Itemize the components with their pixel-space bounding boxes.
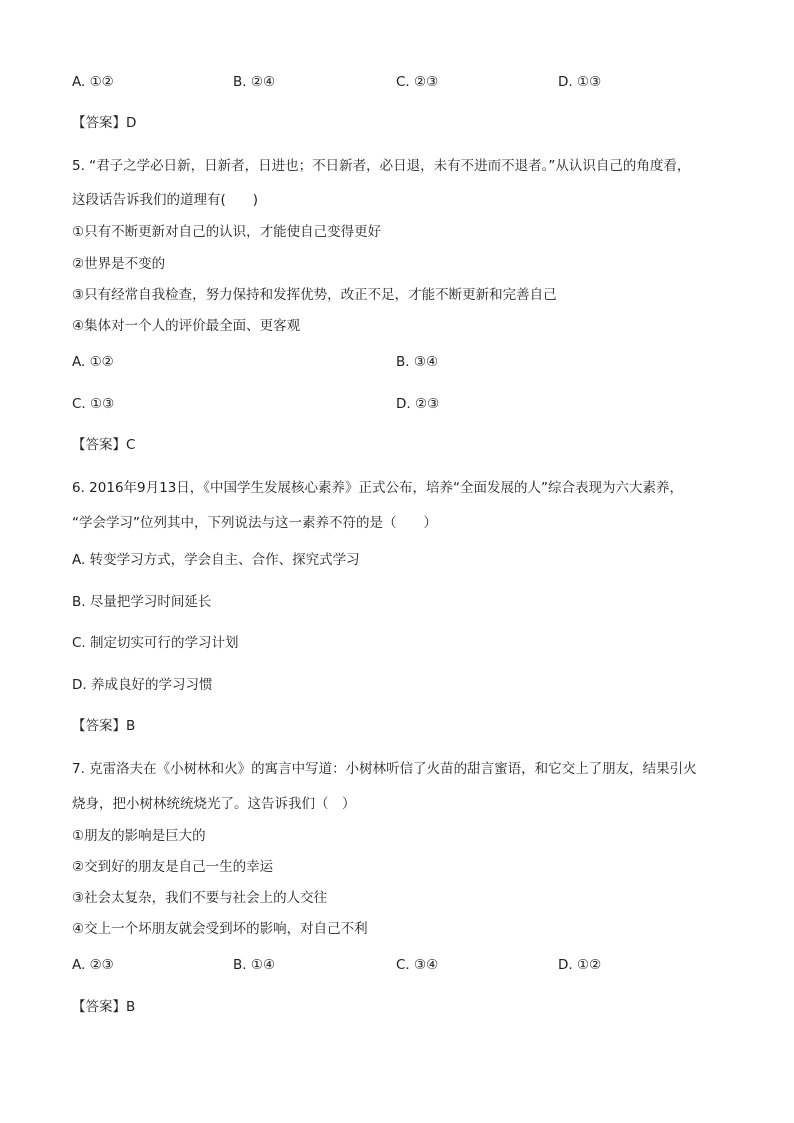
answer-label: 【答案】 — [72, 999, 126, 1015]
answer-label: 【答案】 — [72, 437, 126, 453]
q6-answer — [72, 717, 135, 735]
q7-statement-4: ④交上一个坏朋友就会受到坏的影响，对自己不利 — [72, 921, 368, 937]
q5-statement-1: ①只有不断更新对自己的认识，才能使自己变得更好 — [72, 224, 382, 240]
q7-option-b: B. ①④ — [233, 957, 276, 973]
q7-option-d: D. ①② — [558, 957, 602, 973]
q6-option-c: C. 制定切实可行的学习计划 — [72, 635, 239, 651]
q7-statement-2: ②交到好的朋友是自己一生的幸运 — [72, 859, 274, 875]
q7-option-a: A. ②③ — [72, 957, 114, 973]
q5-answer — [72, 436, 135, 454]
q7-answer — [72, 998, 135, 1016]
answer-value: B — [126, 718, 136, 734]
q7-stem-line2: 烧身，把小树林统统烧光了。这告诉我们（ ） — [72, 796, 356, 812]
q7-option-c: C. ③④ — [396, 957, 439, 973]
q4-option-d: D. ①③ — [558, 74, 602, 90]
q5-statement-3: ③只有经常自我检查，努力保持和发挥优势，改正不足，才能不断更新和完善自己 — [72, 287, 557, 303]
q7-stem-line1: 7. 克雷洛夫在《小树林和火》的寓言中写道：小树林听信了火苗的甜言蜜语，和它交上了朋友，结果引火 — [72, 761, 697, 777]
answer-label: 【答案】 — [72, 115, 126, 131]
q7-statement-3: ③社会太复杂，我们不要与社会上的人交往 — [72, 890, 328, 906]
q5-option-a: A. ①② — [72, 354, 114, 370]
q4-option-b: B. ②④ — [233, 74, 276, 90]
q6-stem-line1: 6. 2016年9月13日，《中国学生发展核心素养》正式公布，培养“全面发展的人”综合表现为六大素养， — [72, 480, 684, 496]
q5-option-b: B. ③④ — [396, 354, 439, 370]
q7-statement-1: ①朋友的影响是巨大的 — [72, 828, 206, 844]
q4-option-c: C. ②③ — [396, 74, 439, 90]
answer-value: C — [126, 437, 136, 453]
q6-option-d: D. 养成良好的学习习惯 — [72, 677, 213, 693]
q6-option-a: A. 转变学习方式，学会自主、合作、探究式学习 — [72, 552, 360, 568]
q4-answer — [72, 114, 136, 132]
q4-option-a: A. ①② — [72, 74, 114, 90]
q5-stem-line1: 5. “君子之学必日新，日新者，日进也；不日新者，必日退，未有不进而不退者。”从认识自己的角度看， — [72, 158, 691, 174]
q5-option-c: C. ①③ — [72, 396, 115, 412]
q5-option-d: D. ②③ — [396, 396, 440, 412]
q6-option-b: B. 尽量把学习时间延长 — [72, 594, 212, 610]
q5-stem-line2: 这段话告诉我们的道理有( ) — [72, 192, 259, 208]
q6-stem-line2: “学会学习”位列其中，下列说法与这一素养不符的是（ ） — [72, 515, 437, 531]
answer-label: 【答案】 — [72, 718, 126, 734]
q5-statement-2: ②世界是不变的 — [72, 256, 166, 272]
q5-statement-4: ④集体对一个人的评价最全面、更客观 — [72, 318, 301, 334]
answer-value: B — [126, 999, 136, 1015]
answer-value: D — [126, 115, 137, 131]
